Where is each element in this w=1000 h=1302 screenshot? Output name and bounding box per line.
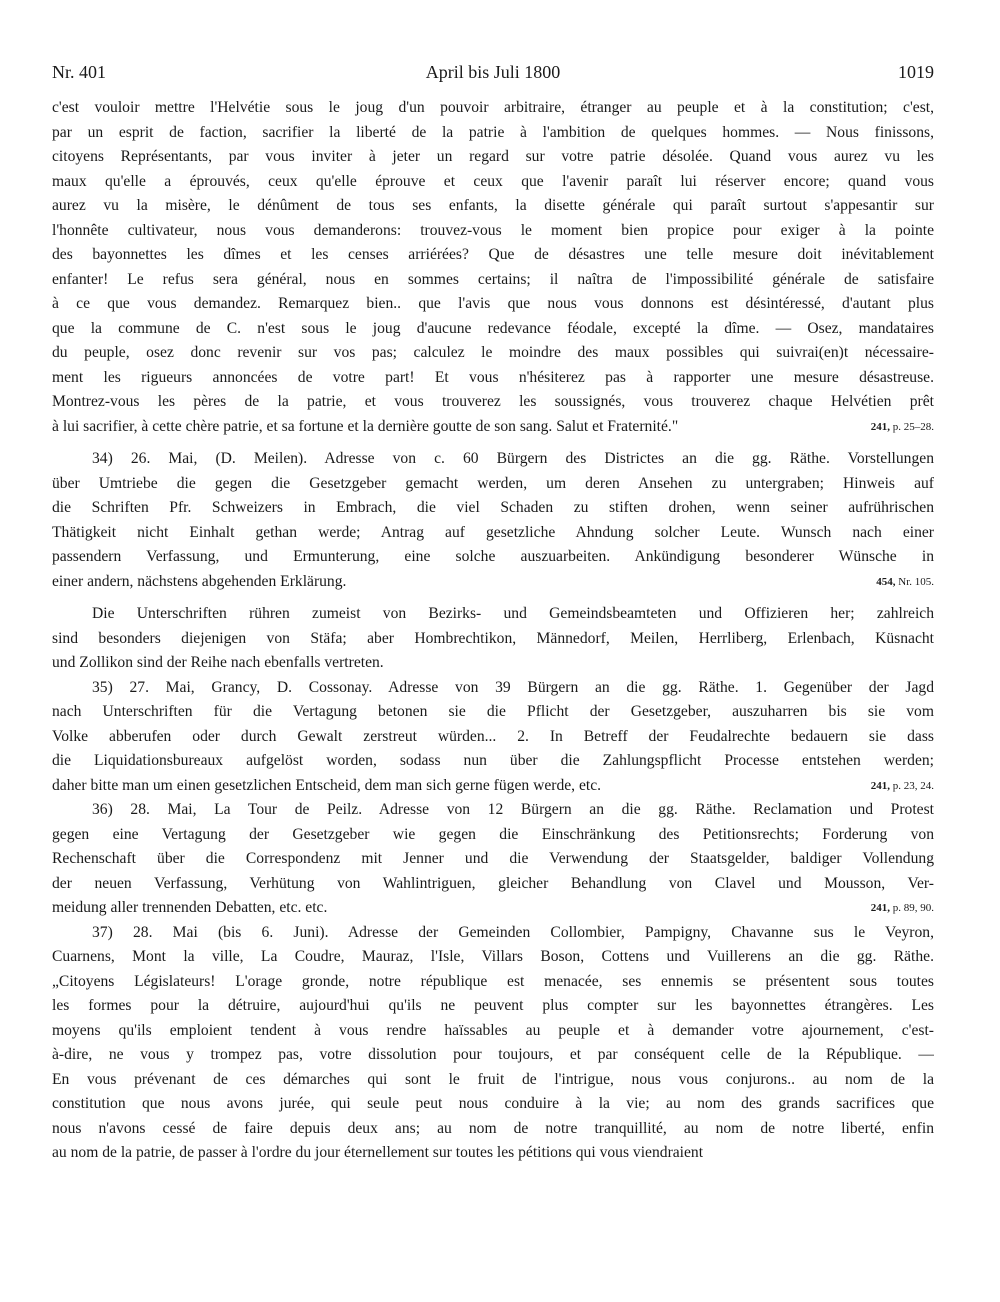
text-line bbox=[52, 725, 934, 750]
source-reference bbox=[871, 896, 934, 921]
line-text: einer andern, nächstens abgehenden Erklärung. bbox=[52, 572, 347, 590]
page-header bbox=[52, 62, 934, 88]
text-line bbox=[52, 774, 934, 799]
line-text: Die Unterschriften rühren zumeist von Bezirks- und Gemeindsbeamteten und Offizieren her; zahlreich bbox=[92, 605, 934, 622]
line-text: ment les rigueurs annoncées de votre part! Et vous n'hésiterez pas à rapporter une mesure désastreuse. bbox=[52, 368, 934, 386]
line-text: par un esprit de faction, sacrifier la liberté de la patrie à l'ambition de quelques hommes. — Nous finissons, bbox=[52, 123, 934, 141]
line-text: 35) 27. Mai, Grancy, D. Cossonay. Adresse von 39 Bürgern an die gg. Räthe. 1. Gegenüber der Jagd bbox=[92, 678, 934, 696]
body-text bbox=[52, 96, 934, 1166]
line-text: Cuarnens, Mont la ville, La Coudre, Mauraz, l'Isle, Villars Boson, Cottens und Vuillerens an die gg. Räthe. bbox=[52, 948, 934, 965]
text-line bbox=[52, 1117, 934, 1142]
text-line bbox=[52, 472, 934, 497]
text-line bbox=[52, 1043, 934, 1068]
text-line bbox=[52, 676, 934, 701]
text-line bbox=[52, 1019, 934, 1044]
line-text: die Liquidationsbureaux aufgelöst worden, sodass nun über die Zahlungspflicht Processe entstehen werden; bbox=[52, 752, 934, 769]
line-text: les formes pour la détruire, aujourd'hui qu'ils ne peuvent plus compter sur les bayonnettes étrangères. Les bbox=[52, 997, 934, 1014]
text-line bbox=[52, 798, 934, 823]
line-text: meidung aller trennenden Debatten, etc. etc. bbox=[52, 899, 328, 916]
text-line bbox=[52, 341, 934, 366]
paragraph bbox=[52, 921, 934, 1166]
text-line bbox=[52, 970, 934, 995]
paragraph bbox=[52, 798, 934, 921]
line-text: constitution que nous avons jurée, qui seule peut nous conduire à la vie; au nom des grands sacrifices que bbox=[52, 1095, 934, 1112]
line-text: à-dire, ne vous y trompez pas, votre dissolution pour toujours, et par conséquent celle de la République. — bbox=[52, 1046, 934, 1063]
line-text: 36) 28. Mai, La Tour de Peilz. Adresse von 12 Bürgern an die gg. Räthe. Reclamation und Protest bbox=[92, 801, 934, 818]
line-text: Thätigkeit nicht Einhalt gethan werde; Antrag auf gesetzliche Ahndung solcher Leute. Wunsch nach einer bbox=[52, 523, 934, 541]
text-line bbox=[52, 1068, 934, 1093]
text-line bbox=[52, 1092, 934, 1117]
page-number: 1019 bbox=[898, 62, 934, 82]
line-text: c'est vouloir mettre l'Helvétie sous le joug d'un pouvoir arbitraire, étranger au peuple et à la constitution; c'est, bbox=[52, 99, 934, 116]
text-line bbox=[52, 570, 934, 595]
line-text: gegen eine Vertagung der Gesetzgeber wie gegen die Einschränkung des Petitionsrechts; Forderung von bbox=[52, 825, 934, 843]
text-line bbox=[52, 219, 934, 244]
paragraph bbox=[52, 96, 934, 439]
source-reference bbox=[871, 774, 934, 799]
text-line bbox=[52, 896, 934, 921]
text-line bbox=[52, 268, 934, 293]
line-text: nach Unterschriften für die Vertagung betonen sie die Pflicht der Gesetzgeber, auszuharren bis sie vom bbox=[52, 703, 934, 720]
text-line bbox=[52, 243, 934, 268]
line-text: über Umtriebe die gegen die Gesetzgeber gemacht werden, um deren Ansehen zu untergraben; Hinweis auf bbox=[52, 474, 934, 492]
paragraph bbox=[52, 447, 934, 594]
line-text: des bayonnettes les dîmes et les censes arriérées? Que de désastres une telle mesure doit inévitablement bbox=[52, 246, 934, 263]
paragraph bbox=[52, 602, 934, 676]
page-title: April bis Juli 1800 bbox=[425, 62, 561, 82]
text-line bbox=[52, 994, 934, 1019]
line-text: 37) 28. Mai (bis 6. Juni). Adresse der Gemeinden Collombier, Pampigny, Chavanne sus le Veyron, bbox=[92, 923, 934, 941]
text-line bbox=[52, 749, 934, 774]
line-text: moyens qu'ils emploient tendent à vous rendre haïssables au peuple et à demander votre ajournement, c'est- bbox=[52, 1021, 934, 1039]
text-line bbox=[52, 545, 934, 570]
text-line bbox=[52, 292, 934, 317]
text-line bbox=[52, 415, 934, 440]
document-number: Nr. 401 bbox=[52, 62, 106, 82]
line-text: daher bitte man um einen gesetzlichen Entscheid, dem man sich gerne fügen werde, etc. bbox=[52, 776, 602, 794]
text-line bbox=[52, 651, 934, 676]
text-line bbox=[52, 521, 934, 546]
reference-pages: p. 23, 24. bbox=[892, 779, 934, 792]
line-text: du peuple, osez donc revenir sur vos pas; calculez le moindre des maux possibles qui suivrai(en)t nécessaire- bbox=[52, 344, 934, 361]
line-text: l'honnête cultivateur, nous vous demanderons: trouvez-vous le moment bien propice pour exiger à la pointe bbox=[52, 221, 934, 239]
line-text: au nom de la patrie, de passer à l'ordre du jour éternellement sur toutes les pétitions qui vous viendraient bbox=[52, 1144, 704, 1161]
line-text: à lui sacrifier, à cette chère patrie, et sa fortune et la dernière goutte de son sang. Salut et Fraternité." bbox=[52, 417, 679, 435]
reference-pages: p. 25–28. bbox=[892, 420, 934, 433]
line-text: passendern Verfassung, und Ermunterung, eine solche auszuarbeiten. Ankündigung besonderer Wünsche in bbox=[52, 548, 934, 565]
text-line bbox=[52, 602, 934, 627]
text-line bbox=[52, 317, 934, 342]
line-text: Rechenschaft über die Correspondenz mit Jenner und die Verwendung der Staatsgelder, baldiger Vollendung bbox=[52, 850, 934, 867]
line-text: aurez vu la misère, le dénûment de tous ses enfants, la disette générale qui paraît surtout s'appesantir sur bbox=[52, 197, 934, 214]
line-text: à ce que vous demandez. Remarquez bien.. que l'avis que nous vous donnons est désintéressé, d'autant plus bbox=[52, 295, 934, 312]
line-text: 34) 26. Mai, (D. Meilen). Adresse von c. 60 Bürgern des Districtes an die gg. Räthe. Vorstellungen bbox=[92, 450, 934, 467]
line-text: Montrez-vous les pères de la patrie, et vous trouverez les soussignés, vous trouverez chaque Helvétien prêt bbox=[52, 393, 934, 410]
text-line bbox=[52, 496, 934, 521]
reference-volume: 241, bbox=[870, 420, 890, 433]
line-text: und Zollikon sind der Reihe nach ebenfalls vertreten. bbox=[52, 654, 384, 671]
paragraph bbox=[52, 676, 934, 799]
text-line bbox=[52, 1141, 934, 1166]
text-line bbox=[52, 96, 934, 121]
text-line bbox=[52, 170, 934, 195]
text-line bbox=[52, 194, 934, 219]
text-line bbox=[52, 823, 934, 848]
line-text: der neuen Verfassung, Verhütung von Wahlintriguen, gleicher Behandlung von Clavel und Mousson, Ver- bbox=[52, 874, 934, 892]
text-line bbox=[52, 390, 934, 415]
line-text: die Schriften Pfr. Schweizers in Embrach, die viel Schaden zu stiften drohen, wenn seiner aufrührischen bbox=[52, 499, 934, 516]
reference-volume: 241, bbox=[870, 902, 890, 914]
line-text: En vous prévenant de ces démarches qui sont le fruit de l'intrigue, nous vous conjurons.. au nom de la bbox=[52, 1070, 934, 1088]
text-line bbox=[52, 627, 934, 652]
reference-pages: Nr. 105. bbox=[898, 575, 934, 588]
line-text: nous n'avons cessé de faire depuis deux ans; au nom de notre tranquillité, au nom de notre liberté, enfin bbox=[52, 1119, 934, 1137]
reference-volume: 241, bbox=[870, 779, 890, 792]
line-text: sind besonders diejenigen von Stäfa; aber Hombrechtikon, Männedorf, Meilen, Herrliberg, Erlenbach, Küsnacht bbox=[52, 629, 934, 647]
text-line bbox=[52, 847, 934, 872]
text-line bbox=[52, 121, 934, 146]
line-text: citoyens Représentants, par vous inviter à jeter un regard sur votre patrie désolée. Quand vous aurez vu les bbox=[52, 148, 934, 165]
line-text: Volke abberufen oder durch Gewalt zerstreut würden... 2. In Betreff der Feudalrechte bedauern sie dass bbox=[52, 727, 934, 745]
text-line bbox=[52, 366, 934, 391]
reference-pages: p. 89, 90. bbox=[892, 902, 934, 914]
line-text: „Citoyens Législateurs! L'orage gronde, notre république est menacée, ses ennemis se présentent sous toutes bbox=[52, 972, 934, 990]
reference-volume: 454, bbox=[876, 575, 896, 588]
text-line bbox=[52, 872, 934, 897]
text-line bbox=[52, 447, 934, 472]
spacer bbox=[52, 594, 934, 602]
spacer bbox=[52, 439, 934, 447]
line-text: maux qu'elle a éprouvés, ceux qu'elle éprouve et ceux que l'avenir paraît lui réserver encore; quand vous bbox=[52, 172, 934, 190]
line-text: enfanter! Le refus sera général, nous en sommes certains; il naîtra de l'impossibilité générale de satisfaire bbox=[52, 270, 934, 288]
source-reference bbox=[876, 570, 934, 595]
text-line bbox=[52, 145, 934, 170]
source-reference bbox=[871, 415, 934, 440]
text-line bbox=[52, 945, 934, 970]
text-line bbox=[52, 921, 934, 946]
text-line bbox=[52, 700, 934, 725]
line-text: que la commune de C. n'est sous le joug d'aucune redevance féodale, excepté la dîme. — Osez, mandataires bbox=[52, 319, 934, 337]
